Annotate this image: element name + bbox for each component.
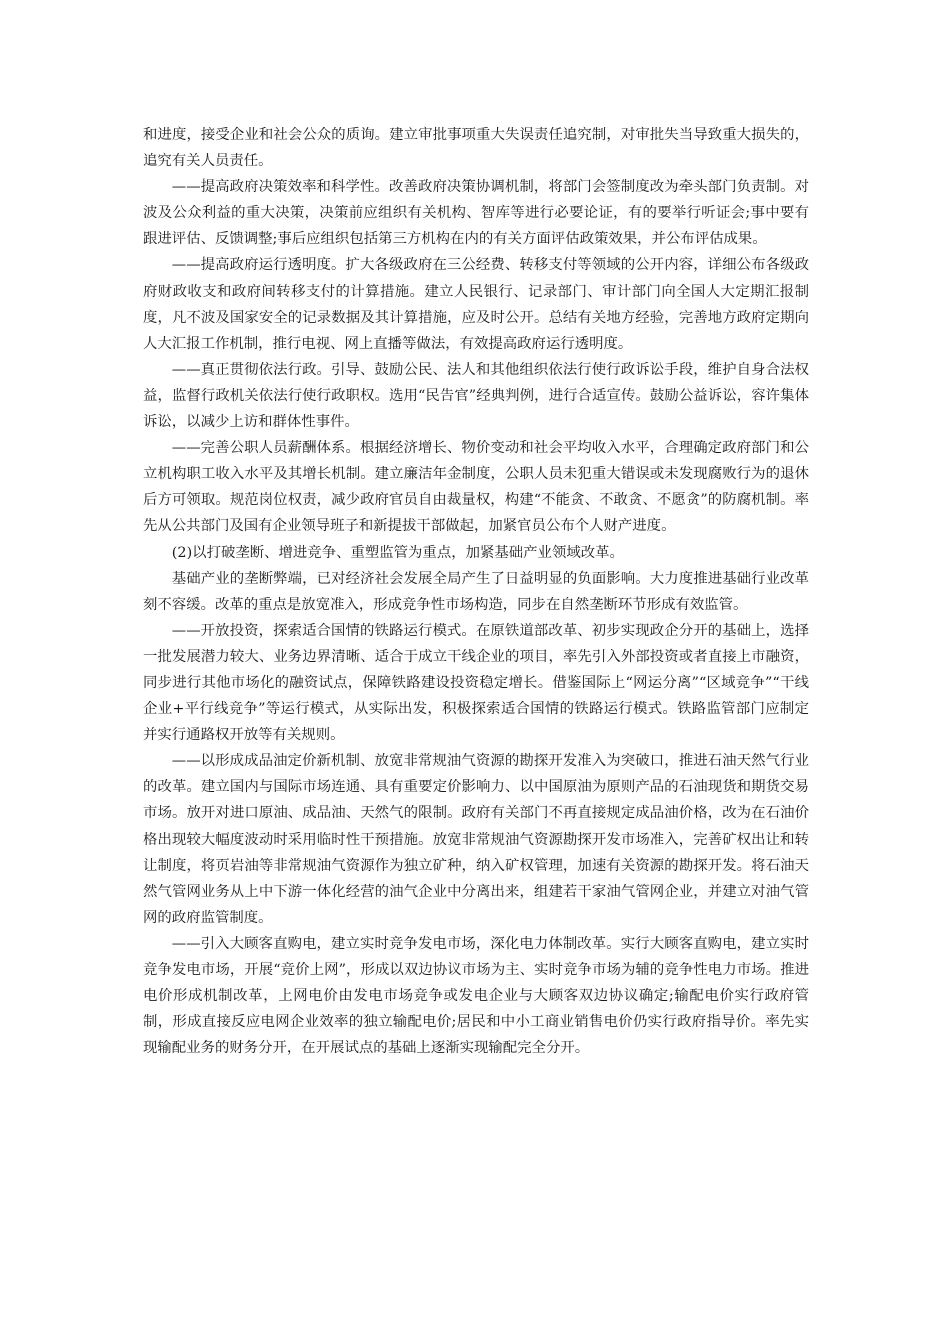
paragraph-decision-efficiency: ——提高政府决策效率和科学性。改善政府决策协调机制，将部门会签制度改为牵头部门负责制。对波及公众利益的重大决策，决策前应组织有关机构、智库等进行必要论证，有的要举行听证会;事中要有跟进评估、反馈调整;事后应组织包括第三方机构在内的有关方面评估政策效果，并公布评估成果。 xyxy=(143,179,809,248)
paragraph-transparency: ——提高政府运行透明度。扩大各级政府在三公经费、转移支付等领域的公开内容，详细公布各级政府财政收支和政府间转移支付的计算措施。建立人民银行、记录部门、审计部门向全国人大定期汇报制度，凡不波及国家安全的记录数据及其计算措施，应及时公开。总结有关地方经验，完善地方政府定期向人大汇报工作机制，推行电视、网上直播等做法，有效提高政府运行透明度。 xyxy=(143,257,809,352)
paragraph-oil-gas: ——以形成成品油定价新机制、放宽非常规油气资源的勘探开发准入为突破口，推进石油天然气行业的改革。建立国内与国际市场连通、具有重要定价影响力、以中国原油为原则产品的石油现货和期货交易市场。放开对进口原油、成品油、天然气的限制。政府有关部门不再直接规定成品油价格，改为在石油价格出现较大幅度波动时采用临时性干预措施。放宽非常规油气资源勘探开发市场准入，完善矿权出让和转让制度，将页岩油等非常规油气资源作为独立矿种，纳入矿权管理，加速有关资源的勘探开发。将石油天然气管网业务从上中下游一体化经营的油气企业中分离出来，组建若干家油气管网企业，并建立对油气管网的政府监管制度。 xyxy=(143,753,809,926)
paragraph-compensation: ——完善公职人员薪酬体系。根据经济增长、物价变动和社会平均收入水平，合理确定政府部门和公立机构职工收入水平及其增长机制。建立廉洁年金制度，公职人员未犯重大错误或未发现腐败行为的退休后方可领取。规范岗位权责，减少政府官员自由裁量权，构建“不能贪、不敢贪、不愿贪”的防腐机制。率先从公共部门及国有企业领导班子和新提拔干部做起，加紧官员公布个人财产进度。 xyxy=(143,440,809,535)
paragraph-monopoly-intro: 基础产业的垄断弊端，已对经济社会发展全局产生了日益明显的负面影响。大力度推进基础行业改革刻不容缓。改革的重点是放宽准入，形成竞争性市场构造，同步在自然垄断环节形成有效监管。 xyxy=(143,570,809,613)
paragraph-continuation: 和进度，接受企业和社会公众的质询。建立审批事项重大失误责任追究制，对审批失当导致重大损失的，追究有关人员责任。 xyxy=(143,127,809,170)
section-heading-basic-industries: (2)以打破垄断、增进竞争、重塑监管为重点，加紧基础产业领域改革。 xyxy=(171,544,624,561)
paragraph-electricity: ——引入大顾客直购电，建立实时竞争发电市场，深化电力体制改革。实行大顾客直购电，建立实时竞争发电市场，开展“竞价上网”，形成以双边协议市场为主、实时竞争市场为辅的竞争性电力市场。推进电价形成机制改革，上网电价由发电市场竞争或发电企业与大顾客双边协议确定;输配电价实行政府管制，形成直接反应电网企业效率的独立输配电价;居民和中小工商业销售电价仍实行政府指导价。率先实现输配业务的财务分开，在开展试点的基础上逐渐实现输配完全分开。 xyxy=(143,935,809,1057)
document-body xyxy=(143,122,809,1061)
paragraph-railway: ——开放投资，探索适合国情的铁路运行模式。在原铁道部改革、初步实现政企分开的基础上，选择一批发展潜力较大、业务边界清晰、适合于成立干线企业的项目，率先引入外部投资或者直接上市融资，同步进行其他市场化的融资试点，保障铁路建设投资稳定增长。借鉴国际上“网运分离”“区域竞争”“干线企业+平行线竞争”等运行模式，从实际出发，积极探索适合国情的铁路运行模式。铁路监管部门应制定并实行通路权开放等有关规则。 xyxy=(143,622,809,744)
paragraph-rule-of-law: ——真正贯彻依法行政。引导、鼓励公民、法人和其他组织依法行使行政诉讼手段，维护自身合法权益，监督行政机关依法行使行政职权。选用“民告官”经典判例，进行合适宣传。鼓励公益诉讼，容许集体诉讼，以减少上访和群体性事件。 xyxy=(143,361,809,431)
